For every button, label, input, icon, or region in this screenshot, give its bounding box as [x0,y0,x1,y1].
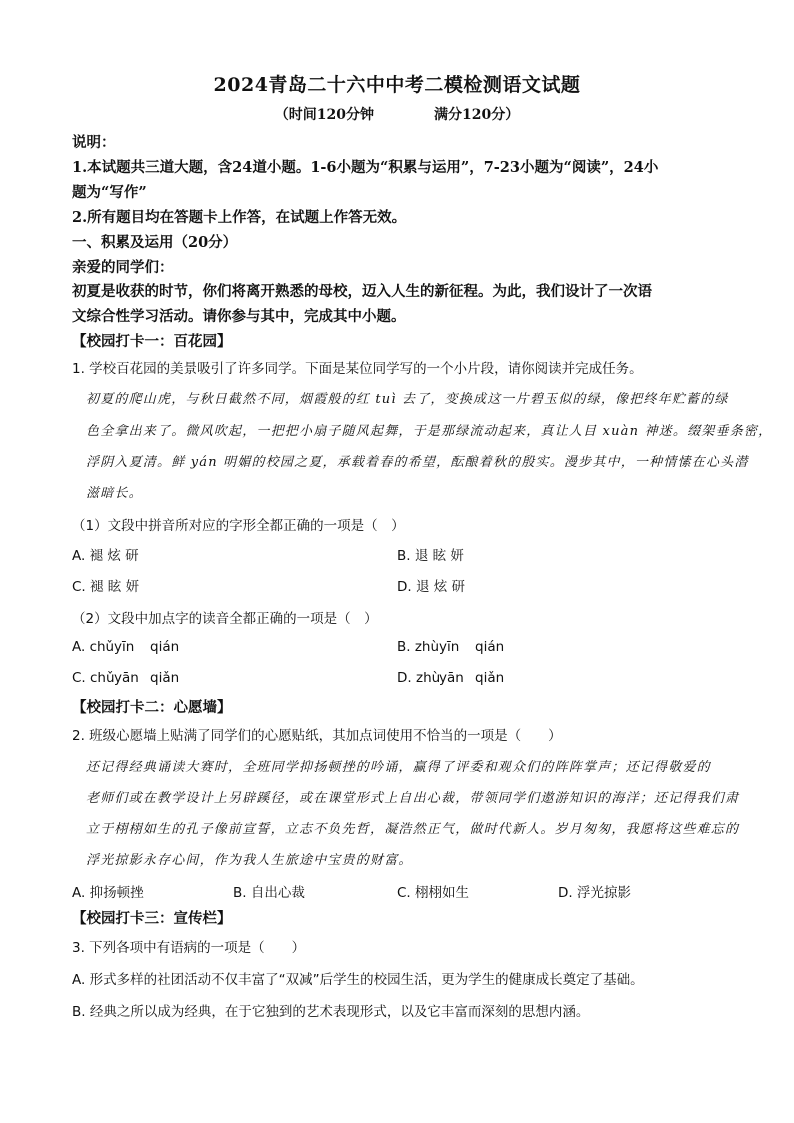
instructions-line-2: 题为“写作” [72,184,147,201]
subquestion-2-stem: （2）文段中加点字的读音全都正确的一项是（ ） [72,611,378,627]
sub2-b-1: B. zhù [397,639,440,655]
passage-1-line-2: 色全拿出来了。微风吹起，一把把小扇子随风起舞，于是那绿流动起来，真让人目 xuàn 神迷。缀架垂条密， [86,424,773,439]
question-2-stem: 2. 班级心愿墙上贴满了同学们的心愿贴纸，其加点词使用不恰当的一项是（ ） [72,728,562,744]
q2-option-a: A. 抑扬顿挫 [72,885,144,901]
passage-2-line-1: 还记得经典诵读大赛时，全班同学抑扬顿挫的吟诵，赢得了评委和观众们的阵阵掌声；还记得敬爱的 [86,760,711,775]
sub2-a-1: A. chǔ [72,639,115,655]
sub2-d-3: qiǎn [475,670,505,686]
sub2-option-b [397,639,511,655]
passage-2-line-2: 老师们或在教学设计上另辟蹊径，或在课堂形式上自出心裁，带领同学们遨游知识的海洋；还记得我们肃 [86,791,740,806]
section-heading: 一、积累及运用（20分） [72,234,238,251]
instructions-line-1: 1.本试题共三道大题，含24道小题。1-6小题为“积累与运用”，7-23小题为“阅读”，24小 [72,159,659,176]
sub1-option-a: A. 褪 炫 研 [72,548,139,564]
sub2-a-3: qián [150,639,180,655]
sub2-b-3: qián [475,639,505,655]
passage-1-line-3: 浮阴入夏清。鲜 yán 明媚的校园之夏，承载着春的希望，酝酿着秋的殷实。漫步其中，一种情愫在心头潜 [86,455,749,470]
passage-2-line-3: 立于栩栩如生的孔子像前宣誓，立志不负先哲，凝浩然正气，做时代新人。岁月匆匆，我愿将这些难忘的 [86,822,740,837]
sub2-option-c [72,670,186,686]
subquestion-1-stem: （1）文段中拼音所对应的字形全都正确的一项是（ ） [72,518,405,534]
sub2-a-2: yīn [114,639,135,655]
sub2-c-3: qiǎn [150,670,180,686]
sub2-c-2: yān [114,670,139,686]
sub2-option-a [72,639,186,655]
instructions-label: 说明： [72,134,116,151]
q3-option-a: A. 形式多样的社团活动不仅丰富了“双减”后学生的校园生活，更为学生的健康成长奠定了基础。 [72,972,644,988]
sub1-option-d: D. 退 炫 研 [397,579,466,595]
exam-title: 2024青岛二十六中中考二模检测语文试题 [213,74,581,96]
intro-paragraph-line-2: 文综合性学习活动。请你参与其中，完成其中小题。 [72,308,406,325]
question-3-stem: 3. 下列各项中有语病的一项是（ ） [72,940,306,956]
exam-subtitle [0,104,794,124]
passage-2-line-4: 浮光掠影永存心间，作为我人生旅途中宝贵的财富。 [86,853,413,868]
q2-option-b: B. 自出心裁 [233,885,305,901]
sub2-option-d [397,670,511,686]
sub2-d-2: yān [439,670,464,686]
sub2-c-1: C. chǔ [72,670,115,686]
card1-heading: 【校园打卡一：百花园】 [72,333,232,350]
card2-heading: 【校园打卡二：心愿墙】 [72,699,232,716]
q2-option-d: D. 浮光掠影 [558,885,631,901]
sub1-option-b: B. 退 眩 妍 [397,548,464,564]
greeting: 亲爱的同学们： [72,259,174,276]
sub2-d-1: D. zhù [397,670,441,686]
sub2-b-2: yīn [439,639,460,655]
card3-heading: 【校园打卡三：宣传栏】 [72,910,232,927]
time-limit: （时间120分钟 [274,107,374,123]
question-1-stem: 1. 学校百花园的美景吸引了许多同学。下面是某位同学写的一个小片段，请你阅读并完成任务。 [72,361,643,377]
passage-1-line-1: 初夏的爬山虎，与秋日截然不同，烟霞般的红 tuì 去了，变换成这一片碧玉似的绿，像把终年贮蓄的绿 [86,392,729,407]
intro-paragraph-line-1: 初夏是收获的时节，你们将离开熟悉的母校，迈入人生的新征程。为此，我们设计了一次语 [72,283,652,300]
full-score: 满分120分） [434,107,520,123]
q2-option-c: C. 栩栩如生 [397,885,470,901]
instructions-line-3: 2.所有题目均在答题卡上作答，在试题上作答无效。 [72,209,407,226]
q3-option-b: B. 经典之所以成为经典，在于它独到的艺术表现形式，以及它丰富而深刻的思想内涵。 [72,1004,590,1020]
sub1-option-c: C. 褪 眩 妍 [72,579,140,595]
passage-1-line-4: 滋暗长。 [86,486,143,501]
